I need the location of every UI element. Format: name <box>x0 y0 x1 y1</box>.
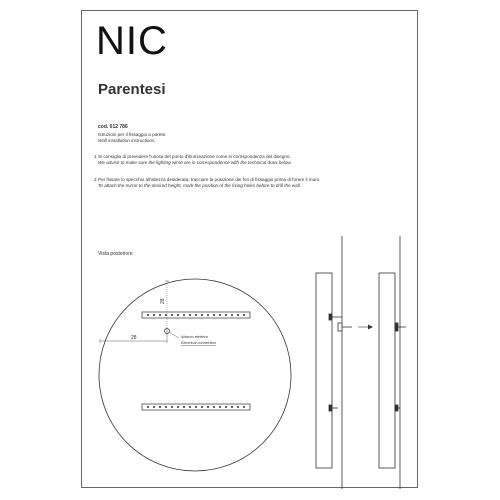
step-2-text-english: To attach the mirror to the desired height, mark the position of the fixing holes before to drill the wall. <box>98 183 302 188</box>
step-1-number: 1 <box>94 154 97 159</box>
connection-label-italian: Attacco elettrico <box>181 335 209 339</box>
side-brackets-right <box>395 323 406 411</box>
connection-label-english: Electrical connection <box>181 341 216 345</box>
vertical-dimension-label: 28 <box>160 298 166 304</box>
step-2-text-italian: Per fissare lo specchio all'altezza desiderata: tracciare la posizione dei fori di fissaggio prima di forare il muro. <box>98 177 321 182</box>
mirror-side-right <box>379 273 395 468</box>
step-1-text-english: We advise to make sure the lighting wirse are in correspondence with the technical draw below. <box>98 160 292 165</box>
intro-italian: Istruzioni per il fissaggio a parete. <box>98 132 167 137</box>
product-title: Parentesi <box>98 81 166 98</box>
step-1-text-italian: Si consiglia di prevedere l'uscita del punto d'illuminazione come in corrispondenza del disegno. <box>98 154 291 159</box>
wall-screw-left <box>338 323 352 331</box>
step-2-number: 2 <box>94 177 97 182</box>
technical-drawing <box>82 11 419 489</box>
instruction-sheet <box>81 10 418 488</box>
connection-leader-line <box>169 332 179 338</box>
horizontal-dimension-label: 28 <box>131 335 137 341</box>
brand-logo: NIC <box>96 19 168 63</box>
mirror-outline <box>99 279 291 471</box>
rear-view-label: Vista posteriore <box>98 251 133 257</box>
product-code: cod. 012 786 <box>98 124 128 130</box>
mirror-side-left <box>316 273 332 468</box>
intro-english: Wall installation instructions. <box>98 138 156 143</box>
